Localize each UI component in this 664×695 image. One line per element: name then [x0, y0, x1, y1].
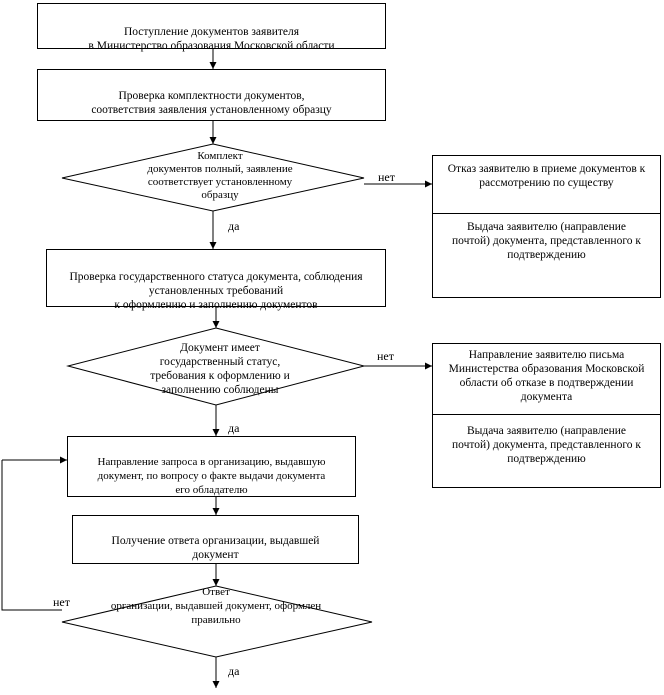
step-send-request [67, 436, 356, 497]
step-check-status [46, 249, 386, 311]
outcome-refusal-2 [432, 343, 661, 488]
label-yes-decision-3: да [228, 664, 240, 678]
step-receive-answer-text: Получение ответа организации, выдавшей документ [111, 535, 320, 561]
outcome-refusal-2-divider [433, 414, 660, 415]
loop-back-connector [2, 460, 62, 610]
decision-complete-text: Комплект документов полный, заявление соответствует установленному образцу [147, 150, 293, 201]
step-check-completeness [37, 69, 386, 121]
label-yes-decision-2: да [228, 421, 240, 435]
outcome-refusal-1-bottom-text: Выдача заявителю (направление почтой) документа, представленного к подтверждению [452, 221, 641, 261]
step-check-completeness-text: Проверка комплектности документов, соответствия заявления установленному образцу [91, 90, 332, 116]
label-yes-decision-1: да [228, 219, 240, 233]
label-no-decision-3: нет [53, 595, 70, 609]
step-receive-answer [72, 515, 359, 564]
outcome-refusal-2-bottom-text: Выдача заявителю (направление почтой) документа, представленного к подтверждению [452, 425, 641, 465]
outcome-refusal-1 [432, 155, 661, 298]
label-no-decision-1: нет [378, 170, 395, 184]
outcome-refusal-2-top-text: Направление заявителю письма Министерства образования Московской области об отказе в подтверждении документа [448, 349, 645, 403]
outcome-refusal-1-top-text: Отказ заявителю в приеме документов к рассмотрению по существу [447, 163, 646, 189]
outcome-refusal-1-divider [433, 213, 660, 214]
step-receive-documents [37, 3, 386, 52]
label-no-decision-2: нет [377, 349, 394, 363]
step-send-request-text: Направление запроса в организацию, выдавшую документ, по вопросу о факте выдачи документа его обладателю [97, 456, 326, 496]
step-receive-documents-text: Поступление документов заявителя в Министерство образования Московской области [88, 26, 335, 52]
decision-status-text: Документ имеет государственный статус, требования к оформлению и заполнению соблюдены [150, 342, 290, 396]
decision-answer-text: Ответ организации, выдавшей документ, оформлен правильно [110, 586, 322, 626]
step-check-status-text: Проверка государственного статуса документа, соблюдения установленных требований к оформлению и заполнению документов [69, 271, 363, 311]
